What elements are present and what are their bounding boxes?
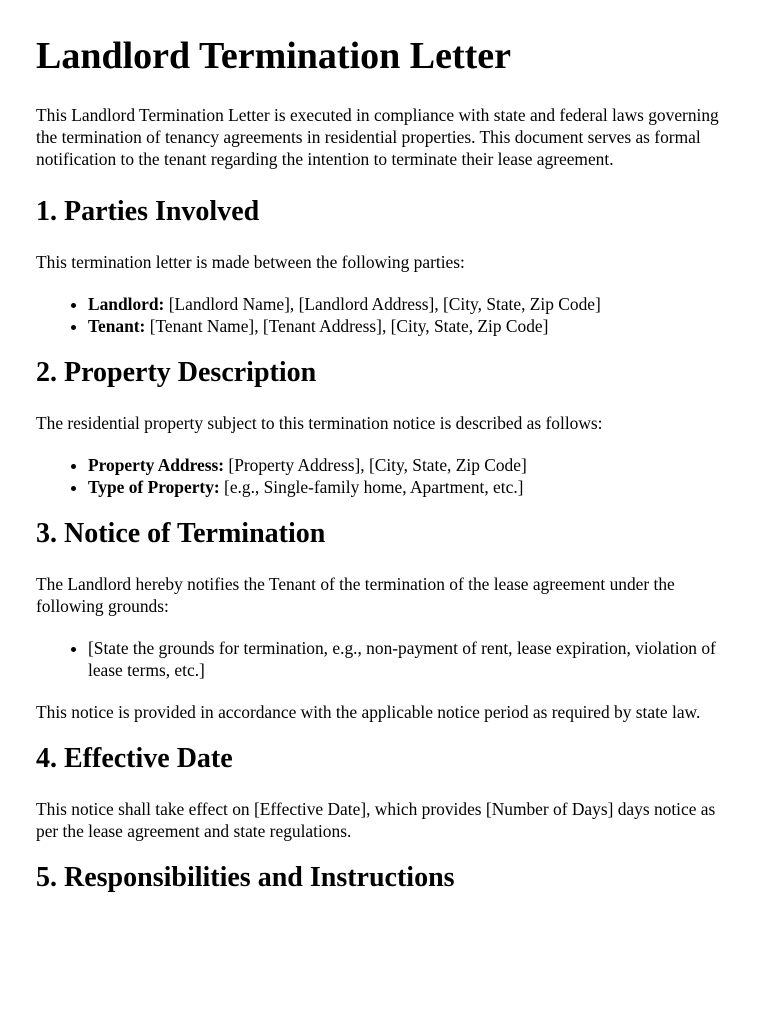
list-item-landlord xyxy=(88,293,734,315)
item-text: [e.g., Single-family home, Apartment, etc.] xyxy=(219,477,524,497)
section-heading: 1. Parties Involved xyxy=(36,196,260,227)
item-label: Landlord: xyxy=(88,294,165,314)
property-list xyxy=(36,454,734,498)
item-text: [Landlord Name], [Landlord Address], [City, State, Zip Code] xyxy=(164,294,601,314)
item-text: [Property Address], [City, State, Zip Code] xyxy=(224,455,527,475)
list-item-property-type xyxy=(88,476,734,498)
parties-list xyxy=(36,293,734,337)
section-heading: 5. Responsibilities and Instructions xyxy=(36,862,455,893)
section-paragraph: This notice shall take effect on [Effective Date], which provides [Number of Days] days notice as per the lease agreement and state regulations. xyxy=(36,799,716,841)
item-label: Tenant: xyxy=(88,316,146,336)
list-item-grounds: • [State the grounds for termination, e.g., non-payment of rent, lease expiration, violation of lease terms, etc.] xyxy=(88,637,734,681)
section-responsibilities xyxy=(36,862,734,894)
section-paragraph-after: This notice is provided in accordance with the applicable notice period as required by state law. xyxy=(36,702,701,722)
document-title: Landlord Termination Letter xyxy=(36,35,512,77)
list-item-tenant xyxy=(88,315,734,337)
section-parties xyxy=(36,196,734,337)
section-effective-date xyxy=(36,743,734,842)
list-item-property-address xyxy=(88,454,734,476)
section-heading: 2. Property Description xyxy=(36,357,317,388)
grounds-list xyxy=(36,637,734,681)
item-label: Property Address: xyxy=(88,455,225,475)
item-text: [Tenant Name], [Tenant Address], [City, State, Zip Code] xyxy=(145,316,549,336)
section-paragraph: The residential property subject to this termination notice is described as follows: xyxy=(36,413,603,433)
section-heading: 3. Notice of Termination xyxy=(36,518,326,549)
section-paragraph: The Landlord hereby notifies the Tenant of the termination of the lease agreement under the following grounds: xyxy=(36,574,675,616)
section-property xyxy=(36,357,734,498)
section-notice xyxy=(36,518,734,723)
section-paragraph: This termination letter is made between the following parties: xyxy=(36,252,465,272)
item-label: Type of Property: xyxy=(88,477,220,497)
intro-paragraph: This Landlord Termination Letter is executed in compliance with state and federal laws governing the termination of tenancy agreements in residential properties. This document serves as formal notification to the tenant regarding the intention to terminate their lease agreement. xyxy=(36,105,719,169)
section-heading: 4. Effective Date xyxy=(36,743,233,774)
